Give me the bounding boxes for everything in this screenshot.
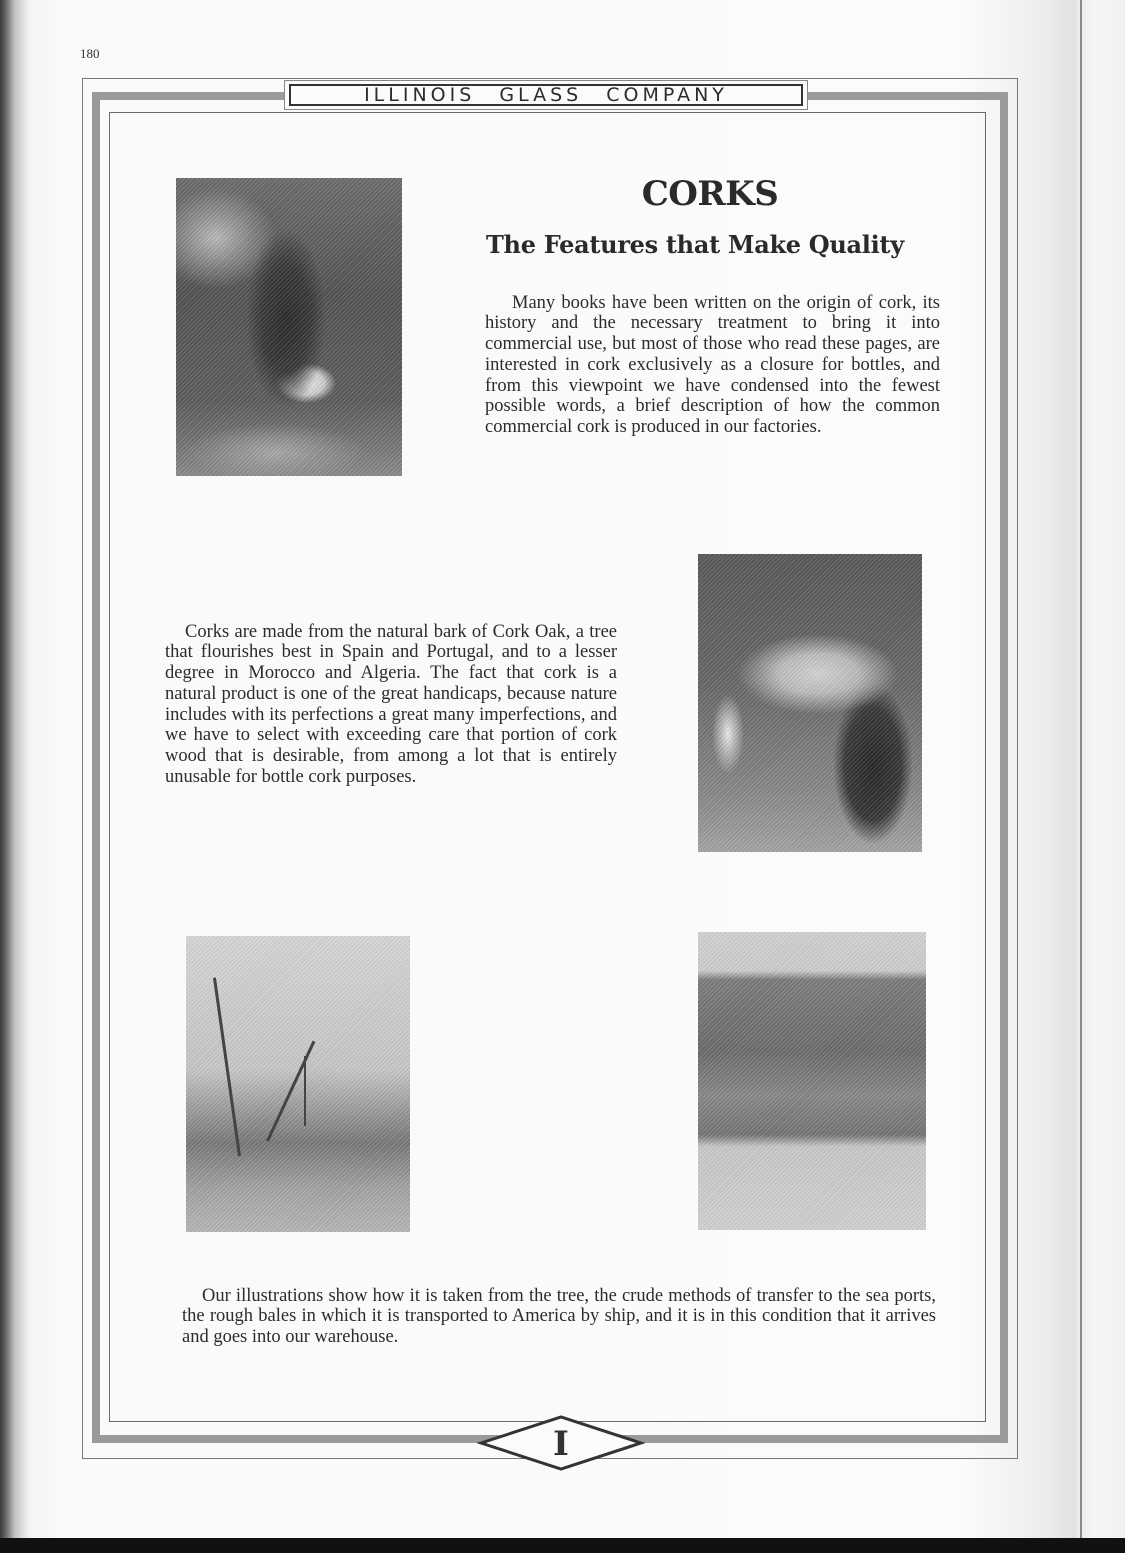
paragraph-intro: Many books have been written on the origin of cork, its history and the necessary treatment to bring it into commercial use, but most of those who read these pages, are interested in cork exclusively as a closure for bottles, and from this viewpoint we have condensed into the fewest possible words, a brief description of how the common commercial cork is produced in our factories. (485, 292, 940, 438)
emblem-letter: I (553, 1424, 569, 1464)
article-subtitle: The Features that Make Quality (486, 230, 904, 259)
book-spine-edge (1080, 0, 1082, 1538)
page-number: 180 (80, 46, 100, 61)
company-emblem-diamond-icon (477, 1415, 645, 1471)
illustration-mule-transport (698, 554, 922, 852)
company-name: ILLINOIS GLASS COMPANY (364, 84, 728, 106)
ship-mast-icon (213, 978, 241, 1157)
header-nameplate (284, 80, 808, 110)
scan-bottom-edge (0, 1538, 1125, 1553)
ship-boom-icon (266, 1041, 315, 1142)
article-title: CORKS (641, 174, 779, 214)
paragraph-illustrations: Our illustrations show how it is taken from the tree, the crude methods of transfer to the sea ports, the rough bales in which it is transported to America by ship, and it is in this condition that it arrives and goes into our warehouse. (182, 1285, 936, 1348)
illustration-cork-bales (698, 932, 926, 1230)
ship-mast-icon (304, 1056, 306, 1126)
illustration-stripping-bark (176, 178, 402, 476)
paragraph-cork-origin: Corks are made from the natural bark of Cork Oak, a tree that flourishes best in Spain and Portugal, and to a lesser degree in Morocco and Algeria. The fact that cork is a natural product is one of the great handicaps, because nature includes with its perfections a great many imperfections, and we have to select with exceeding care that portion of cork wood that is desirable, from among a lot that is entirely unusable for bottle cork purposes. (165, 621, 617, 788)
illustration-ship-loading (186, 936, 410, 1232)
